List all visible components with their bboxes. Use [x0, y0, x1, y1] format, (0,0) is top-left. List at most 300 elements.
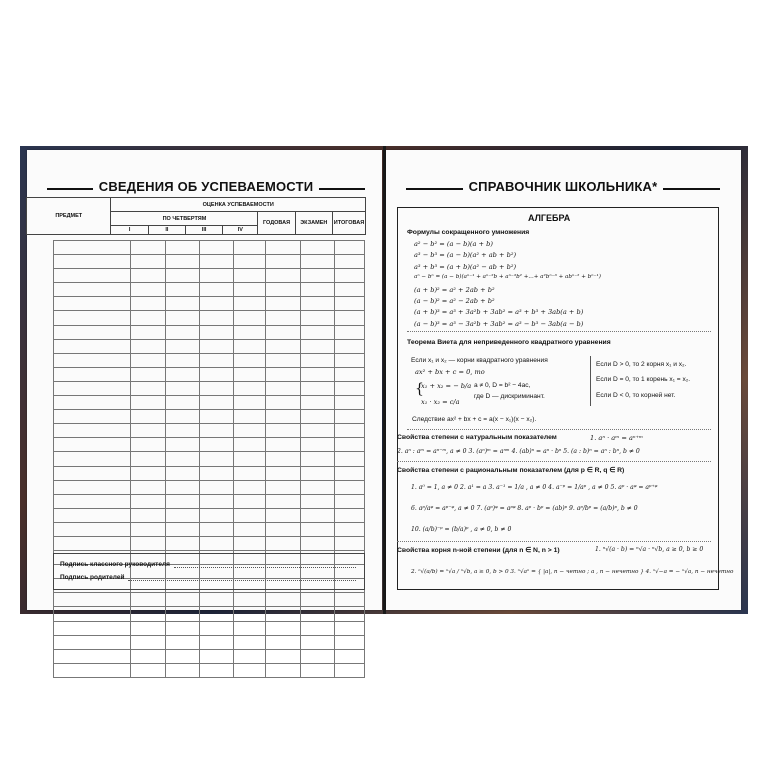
grade-cell[interactable]: [234, 269, 266, 283]
grade-cell[interactable]: [131, 255, 165, 269]
grade-cell[interactable]: [199, 536, 233, 550]
subject-cell[interactable]: [54, 339, 131, 353]
grade-cell[interactable]: [131, 396, 165, 410]
subject-cell[interactable]: [54, 367, 131, 381]
grade-cell[interactable]: [199, 325, 233, 339]
grade-cell[interactable]: [334, 607, 364, 621]
table-row: [54, 466, 365, 480]
grade-cell[interactable]: [300, 311, 334, 325]
table-row: [54, 663, 365, 677]
grade-cell[interactable]: [234, 339, 266, 353]
grade-cell[interactable]: [334, 255, 364, 269]
grade-cell[interactable]: [131, 311, 165, 325]
grade-cell[interactable]: [266, 367, 300, 381]
subject-cell[interactable]: [54, 522, 131, 536]
grade-cell[interactable]: [266, 494, 300, 508]
subject-cell[interactable]: [54, 607, 131, 621]
grade-cell[interactable]: [234, 649, 266, 663]
grade-cell[interactable]: [165, 536, 199, 550]
grade-cell[interactable]: [165, 635, 199, 649]
rational-power-title: Свойства степени с рациональным показателем (для p ∈ R, q ∈ R): [397, 467, 625, 474]
subject-cell[interactable]: [54, 381, 131, 395]
teacher-signature-label: Подпись классного руководителя: [60, 561, 170, 568]
grade-cell[interactable]: [131, 452, 165, 466]
grade-cell[interactable]: [334, 494, 364, 508]
grade-cell[interactable]: [234, 593, 266, 607]
grade-cell[interactable]: [131, 480, 165, 494]
table-row: [54, 607, 365, 621]
grade-cell[interactable]: [266, 508, 300, 522]
grade-cell[interactable]: [300, 452, 334, 466]
subject-cell[interactable]: [54, 269, 131, 283]
table-row: [54, 396, 365, 410]
vieta-line-2: ax² + bx + c = 0, то: [415, 368, 485, 376]
root-rule-1: 1. ⁿ√(a · b) = ⁿ√a · ⁿ√b, a ≥ 0, b ≥ 0: [595, 546, 704, 553]
grade-cell[interactable]: [334, 396, 364, 410]
grade-cell[interactable]: [234, 607, 266, 621]
grade-cell[interactable]: [165, 621, 199, 635]
grade-cell[interactable]: [300, 621, 334, 635]
grade-cell[interactable]: [131, 367, 165, 381]
grade-cell[interactable]: [131, 325, 165, 339]
subject-cell[interactable]: [54, 466, 131, 480]
grade-cell[interactable]: [334, 424, 364, 438]
grade-cell[interactable]: [334, 508, 364, 522]
table-row: [54, 649, 365, 663]
subject-cell[interactable]: [54, 353, 131, 367]
natural-power-title: Свойства степени с натуральным показателем: [397, 434, 557, 441]
grade-cell[interactable]: [334, 325, 364, 339]
grade-cell[interactable]: [234, 438, 266, 452]
mult-formulas-title: Формулы сокращенного умножения: [407, 229, 530, 236]
grade-cell[interactable]: [266, 325, 300, 339]
table-row: [54, 522, 365, 536]
grade-cell[interactable]: [334, 522, 364, 536]
grade-cell[interactable]: [165, 593, 199, 607]
grade-cell[interactable]: [334, 635, 364, 649]
grade-cell[interactable]: [334, 466, 364, 480]
grade-cell[interactable]: [165, 255, 199, 269]
grade-cell[interactable]: [334, 663, 364, 677]
grade-cell[interactable]: [300, 649, 334, 663]
grade-cell[interactable]: [300, 522, 334, 536]
grade-cell[interactable]: [300, 635, 334, 649]
grade-cell[interactable]: [199, 353, 233, 367]
grade-cell[interactable]: [334, 269, 364, 283]
table-row: [54, 311, 365, 325]
grade-cell[interactable]: [234, 311, 266, 325]
grade-cell[interactable]: [199, 241, 233, 255]
grade-cell[interactable]: [234, 424, 266, 438]
table-row: [54, 325, 365, 339]
subject-cell[interactable]: [54, 396, 131, 410]
table-row: [54, 635, 365, 649]
grade-cell[interactable]: [131, 466, 165, 480]
grade-cell[interactable]: [234, 241, 266, 255]
grade-cell[interactable]: [131, 635, 165, 649]
brace-icon: {: [415, 381, 424, 397]
grade-cell[interactable]: [199, 508, 233, 522]
grade-cell[interactable]: [334, 536, 364, 550]
grade-cell[interactable]: [234, 283, 266, 297]
grade-cell[interactable]: [266, 424, 300, 438]
grade-cell[interactable]: [131, 381, 165, 395]
grade-cell[interactable]: [300, 339, 334, 353]
subject-cell[interactable]: [54, 663, 131, 677]
grade-cell[interactable]: [131, 536, 165, 550]
grade-cell[interactable]: [234, 522, 266, 536]
grade-cell[interactable]: [199, 466, 233, 480]
grade-cell[interactable]: [266, 269, 300, 283]
grade-cell[interactable]: [165, 410, 199, 424]
grade-cell[interactable]: [234, 452, 266, 466]
mult-formula: aⁿ − bⁿ = (a − b)(aⁿ⁻¹ + aⁿ⁻²b + aⁿ⁻³b² +...+ a²bⁿ⁻³ + abⁿ⁻² + bⁿ⁻¹): [414, 274, 601, 281]
grade-cell[interactable]: [300, 480, 334, 494]
grade-cell[interactable]: [234, 466, 266, 480]
grade-cell[interactable]: [165, 663, 199, 677]
grade-cell[interactable]: [234, 367, 266, 381]
grade-cell[interactable]: [199, 311, 233, 325]
table-row: [54, 297, 365, 311]
grade-cell[interactable]: [165, 325, 199, 339]
grade-cell[interactable]: [165, 522, 199, 536]
subject-cell[interactable]: [54, 325, 131, 339]
grade-cell[interactable]: [266, 649, 300, 663]
grade-cell[interactable]: [199, 424, 233, 438]
grade-cell[interactable]: [266, 283, 300, 297]
grade-table-body: [53, 240, 365, 678]
vieta-case-3: Если D < 0, то корней нет.: [596, 392, 676, 399]
table-row: [54, 367, 365, 381]
grade-cell[interactable]: [334, 381, 364, 395]
annual-header: ГОДОВАЯ: [258, 212, 295, 235]
grade-cell[interactable]: [165, 466, 199, 480]
subject-cell[interactable]: [54, 424, 131, 438]
grade-cell[interactable]: [199, 283, 233, 297]
grade-cell[interactable]: [266, 410, 300, 424]
subject-cell[interactable]: [54, 494, 131, 508]
vieta-title: Теорема Виета для неприведенного квадратного уравнения: [407, 339, 611, 346]
grade-cell[interactable]: [131, 508, 165, 522]
grade-cell[interactable]: [266, 536, 300, 550]
grade-cell[interactable]: [334, 297, 364, 311]
grade-cell[interactable]: [199, 663, 233, 677]
divider: [407, 429, 711, 430]
grade-cell[interactable]: [131, 649, 165, 663]
grade-cell[interactable]: [234, 663, 266, 677]
table-row: [54, 255, 365, 269]
mult-formula: (a − b)³ = a³ − 3a²b + 3ab² = a³ − b³ − 3ab(a − b): [414, 319, 584, 328]
grade-cell[interactable]: [165, 311, 199, 325]
grade-cell[interactable]: [234, 381, 266, 395]
grade-cell[interactable]: [199, 522, 233, 536]
parents-signature-field[interactable]: [128, 574, 356, 581]
table-row: [54, 508, 365, 522]
grade-cell[interactable]: [199, 438, 233, 452]
grade-cell[interactable]: [300, 424, 334, 438]
table-row: [54, 621, 365, 635]
parents-signature-label: Подпись родителей: [60, 574, 125, 581]
divider: [397, 541, 711, 542]
subject-cell[interactable]: [54, 283, 131, 297]
grade-cell[interactable]: [266, 522, 300, 536]
grade-cell[interactable]: [199, 381, 233, 395]
teacher-signature-line[interactable]: [60, 561, 356, 568]
grade-cell[interactable]: [266, 297, 300, 311]
grade-cell[interactable]: [300, 297, 334, 311]
algebra-heading: АЛГЕБРА: [528, 213, 571, 223]
vieta-divider: [590, 356, 591, 406]
grade-cell[interactable]: [199, 339, 233, 353]
root-rules: 2. ⁿ√(a/b) = ⁿ√a / ⁿ√b, a ≥ 0, b > 0 3. ⁿ√aⁿ = { |a|, n − четно ; a , n − нечетно } 4. ⁿ√−a = − ⁿ√a, n − нечетно: [411, 569, 734, 575]
rational-power-rule-10: 10. (a/b)⁻ᵖ = (b/a)ᵖ , a ≠ 0, b ≠ 0: [411, 526, 512, 533]
grade-cell[interactable]: [266, 663, 300, 677]
teacher-signature-field[interactable]: [174, 561, 356, 568]
subject-cell[interactable]: [54, 508, 131, 522]
grade-cell[interactable]: [234, 396, 266, 410]
quarter-4-header: IV: [223, 226, 258, 235]
grade-cell[interactable]: [300, 381, 334, 395]
grade-cell[interactable]: [266, 255, 300, 269]
grade-cell[interactable]: [234, 353, 266, 367]
subject-cell[interactable]: [54, 438, 131, 452]
grade-cell[interactable]: [199, 367, 233, 381]
grade-cell[interactable]: [234, 325, 266, 339]
grade-cell[interactable]: [165, 297, 199, 311]
grade-cell[interactable]: [131, 621, 165, 635]
grade-cell[interactable]: [300, 593, 334, 607]
grade-cell[interactable]: [165, 283, 199, 297]
grade-cell[interactable]: [234, 480, 266, 494]
grade-cell[interactable]: [300, 241, 334, 255]
grade-cell[interactable]: [266, 466, 300, 480]
subject-cell[interactable]: [54, 311, 131, 325]
exam-header: ЭКЗАМЕН: [295, 212, 332, 235]
grade-cell[interactable]: [334, 621, 364, 635]
mult-formula: a³ + b³ = (a + b)(a² − ab + b²): [414, 262, 517, 271]
grade-cell[interactable]: [266, 438, 300, 452]
table-row: [54, 480, 365, 494]
grade-cell[interactable]: [165, 452, 199, 466]
grade-cell[interactable]: [199, 480, 233, 494]
grade-cell[interactable]: [334, 353, 364, 367]
table-row: [54, 381, 365, 395]
subject-cell[interactable]: [54, 410, 131, 424]
subject-cell[interactable]: [54, 635, 131, 649]
grade-cell[interactable]: [165, 607, 199, 621]
grade-cell[interactable]: [165, 241, 199, 255]
signature-box: [53, 553, 365, 590]
subject-cell[interactable]: [54, 452, 131, 466]
table-row: [54, 410, 365, 424]
grade-cell[interactable]: [165, 438, 199, 452]
grade-cell[interactable]: [165, 339, 199, 353]
grade-cell[interactable]: [199, 452, 233, 466]
grade-cell[interactable]: [266, 452, 300, 466]
right-page-title: СПРАВОЧНИК ШКОЛЬНИКА*: [406, 179, 720, 194]
grade-cell[interactable]: [131, 494, 165, 508]
grade-cell[interactable]: [131, 353, 165, 367]
grade-cell[interactable]: [131, 522, 165, 536]
grade-cell[interactable]: [131, 339, 165, 353]
grade-cell[interactable]: [131, 438, 165, 452]
final-header: ИТОГОВАЯ: [332, 212, 365, 235]
vieta-case-2: Если D = 0, то 1 корень x₁ = x₂.: [596, 376, 691, 383]
grade-cell[interactable]: [165, 494, 199, 508]
grade-cell[interactable]: [131, 297, 165, 311]
grade-cell[interactable]: [199, 255, 233, 269]
grade-cell[interactable]: [234, 297, 266, 311]
grade-cell[interactable]: [334, 311, 364, 325]
grade-cell[interactable]: [266, 353, 300, 367]
grade-cell[interactable]: [199, 269, 233, 283]
left-page-title: СВЕДЕНИЯ ОБ УСПЕВАЕМОСТИ: [47, 179, 365, 194]
grade-cell[interactable]: [334, 241, 364, 255]
grade-cell[interactable]: [266, 241, 300, 255]
grade-cell[interactable]: [266, 339, 300, 353]
grade-cell[interactable]: [300, 663, 334, 677]
vieta-condition: a ≠ 0, D = b² − 4ac,: [474, 382, 531, 389]
grade-cell[interactable]: [165, 353, 199, 367]
mult-formula: a² − b² = (a − b)(a + b): [414, 240, 493, 248]
table-row: [54, 283, 365, 297]
subject-cell[interactable]: [54, 621, 131, 635]
grade-cell[interactable]: [199, 649, 233, 663]
grade-cell[interactable]: [234, 255, 266, 269]
grade-cell[interactable]: [300, 255, 334, 269]
grade-cell[interactable]: [300, 396, 334, 410]
grade-cell[interactable]: [131, 593, 165, 607]
grade-cell[interactable]: [334, 438, 364, 452]
grade-cell[interactable]: [165, 367, 199, 381]
grade-cell[interactable]: [266, 381, 300, 395]
vieta-sum: x₁ + x₂ = − b/a: [421, 382, 472, 390]
grade-cell[interactable]: [165, 424, 199, 438]
grade-cell[interactable]: [266, 396, 300, 410]
grade-cell[interactable]: [266, 621, 300, 635]
vieta-corollary: Следствие ax² + bx + c = a(x − x₁)(x − x₂).: [412, 416, 537, 423]
table-row: [54, 438, 365, 452]
grade-cell[interactable]: [334, 367, 364, 381]
root-title: Свойства корня n-ной степени (для n ∈ N, n > 1): [397, 547, 560, 554]
grade-cell[interactable]: [266, 593, 300, 607]
grade-cell[interactable]: [300, 269, 334, 283]
grade-cell[interactable]: [199, 635, 233, 649]
grade-cell[interactable]: [300, 410, 334, 424]
grade-cell[interactable]: [266, 311, 300, 325]
parents-signature-line[interactable]: [60, 574, 356, 581]
subject-cell[interactable]: [54, 649, 131, 663]
grade-cell[interactable]: [266, 480, 300, 494]
grade-cell[interactable]: [234, 508, 266, 522]
grade-cell[interactable]: [300, 325, 334, 339]
grade-cell[interactable]: [300, 367, 334, 381]
table-row: [54, 269, 365, 283]
table-row: [54, 494, 365, 508]
quarter-1-header: I: [111, 226, 148, 235]
grade-cell[interactable]: [234, 635, 266, 649]
grade-cell[interactable]: [131, 269, 165, 283]
grade-cell[interactable]: [334, 649, 364, 663]
grade-cell[interactable]: [199, 593, 233, 607]
vieta-product: x₁ · x₂ = c/a: [421, 398, 460, 406]
grades-header: ОЦЕНКА УСПЕВАЕМОСТИ: [111, 198, 366, 212]
subject-cell[interactable]: [54, 536, 131, 550]
grade-cell[interactable]: [131, 241, 165, 255]
grade-cell[interactable]: [165, 508, 199, 522]
table-row: [54, 452, 365, 466]
grade-cell[interactable]: [199, 494, 233, 508]
subject-cell[interactable]: [54, 255, 131, 269]
subject-cell[interactable]: [54, 593, 131, 607]
grade-cell[interactable]: [334, 593, 364, 607]
grade-cell[interactable]: [165, 396, 199, 410]
grade-cell[interactable]: [199, 297, 233, 311]
grade-cell[interactable]: [266, 607, 300, 621]
grade-cell[interactable]: [234, 536, 266, 550]
grade-cell[interactable]: [131, 607, 165, 621]
vieta-discriminant-note: где D — дискриминант.: [474, 393, 545, 400]
quarters-header: ПО ЧЕТВЕРТЯМ: [111, 212, 258, 226]
grade-cell[interactable]: [165, 480, 199, 494]
table-row: [54, 424, 365, 438]
mult-formula: (a + b)² = a² + 2ab + b²: [414, 285, 495, 294]
grade-cell[interactable]: [199, 396, 233, 410]
grade-cell[interactable]: [131, 663, 165, 677]
subject-cell[interactable]: [54, 297, 131, 311]
grade-cell[interactable]: [234, 410, 266, 424]
grade-cell[interactable]: [165, 381, 199, 395]
table-row: [54, 536, 365, 550]
grade-cell[interactable]: [165, 649, 199, 663]
grade-cell[interactable]: [300, 607, 334, 621]
grade-cell[interactable]: [334, 283, 364, 297]
grade-cell[interactable]: [300, 508, 334, 522]
grade-cell[interactable]: [300, 353, 334, 367]
divider: [407, 331, 711, 332]
grade-cell[interactable]: [300, 466, 334, 480]
grade-cell[interactable]: [334, 339, 364, 353]
grade-cell[interactable]: [131, 424, 165, 438]
grade-cell[interactable]: [334, 480, 364, 494]
grade-cell[interactable]: [300, 536, 334, 550]
grade-cell[interactable]: [131, 283, 165, 297]
grade-cell[interactable]: [300, 283, 334, 297]
subject-cell[interactable]: [54, 480, 131, 494]
grade-cell[interactable]: [234, 621, 266, 635]
subject-cell[interactable]: [54, 241, 131, 255]
grade-cell[interactable]: [334, 452, 364, 466]
quarter-2-header: II: [148, 226, 185, 235]
grade-cell[interactable]: [199, 607, 233, 621]
grade-cell[interactable]: [334, 410, 364, 424]
grade-cell[interactable]: [131, 410, 165, 424]
table-row: [54, 339, 365, 353]
grade-cell[interactable]: [300, 438, 334, 452]
grade-cell[interactable]: [199, 410, 233, 424]
grade-cell[interactable]: [165, 269, 199, 283]
grade-cell[interactable]: [234, 494, 266, 508]
table-row: [54, 593, 365, 607]
grade-cell[interactable]: [266, 635, 300, 649]
rational-power-rules-1: 1. a⁰ = 1, a ≠ 0 2. a¹ = a 3. a⁻¹ = 1/a , a ≠ 0 4. a⁻ᵖ = 1/aᵖ , a ≠ 0 5. aᵖ · aᵠ = aᵖ⁺ᵠ: [411, 484, 658, 491]
grade-cell[interactable]: [199, 621, 233, 635]
table-row: [54, 353, 365, 367]
grade-cell[interactable]: [300, 494, 334, 508]
grade-table-header: [26, 197, 366, 235]
quarter-3-header: III: [186, 226, 223, 235]
mult-formula: a³ − b³ = (a − b)(a² + ab + b²): [414, 251, 517, 260]
